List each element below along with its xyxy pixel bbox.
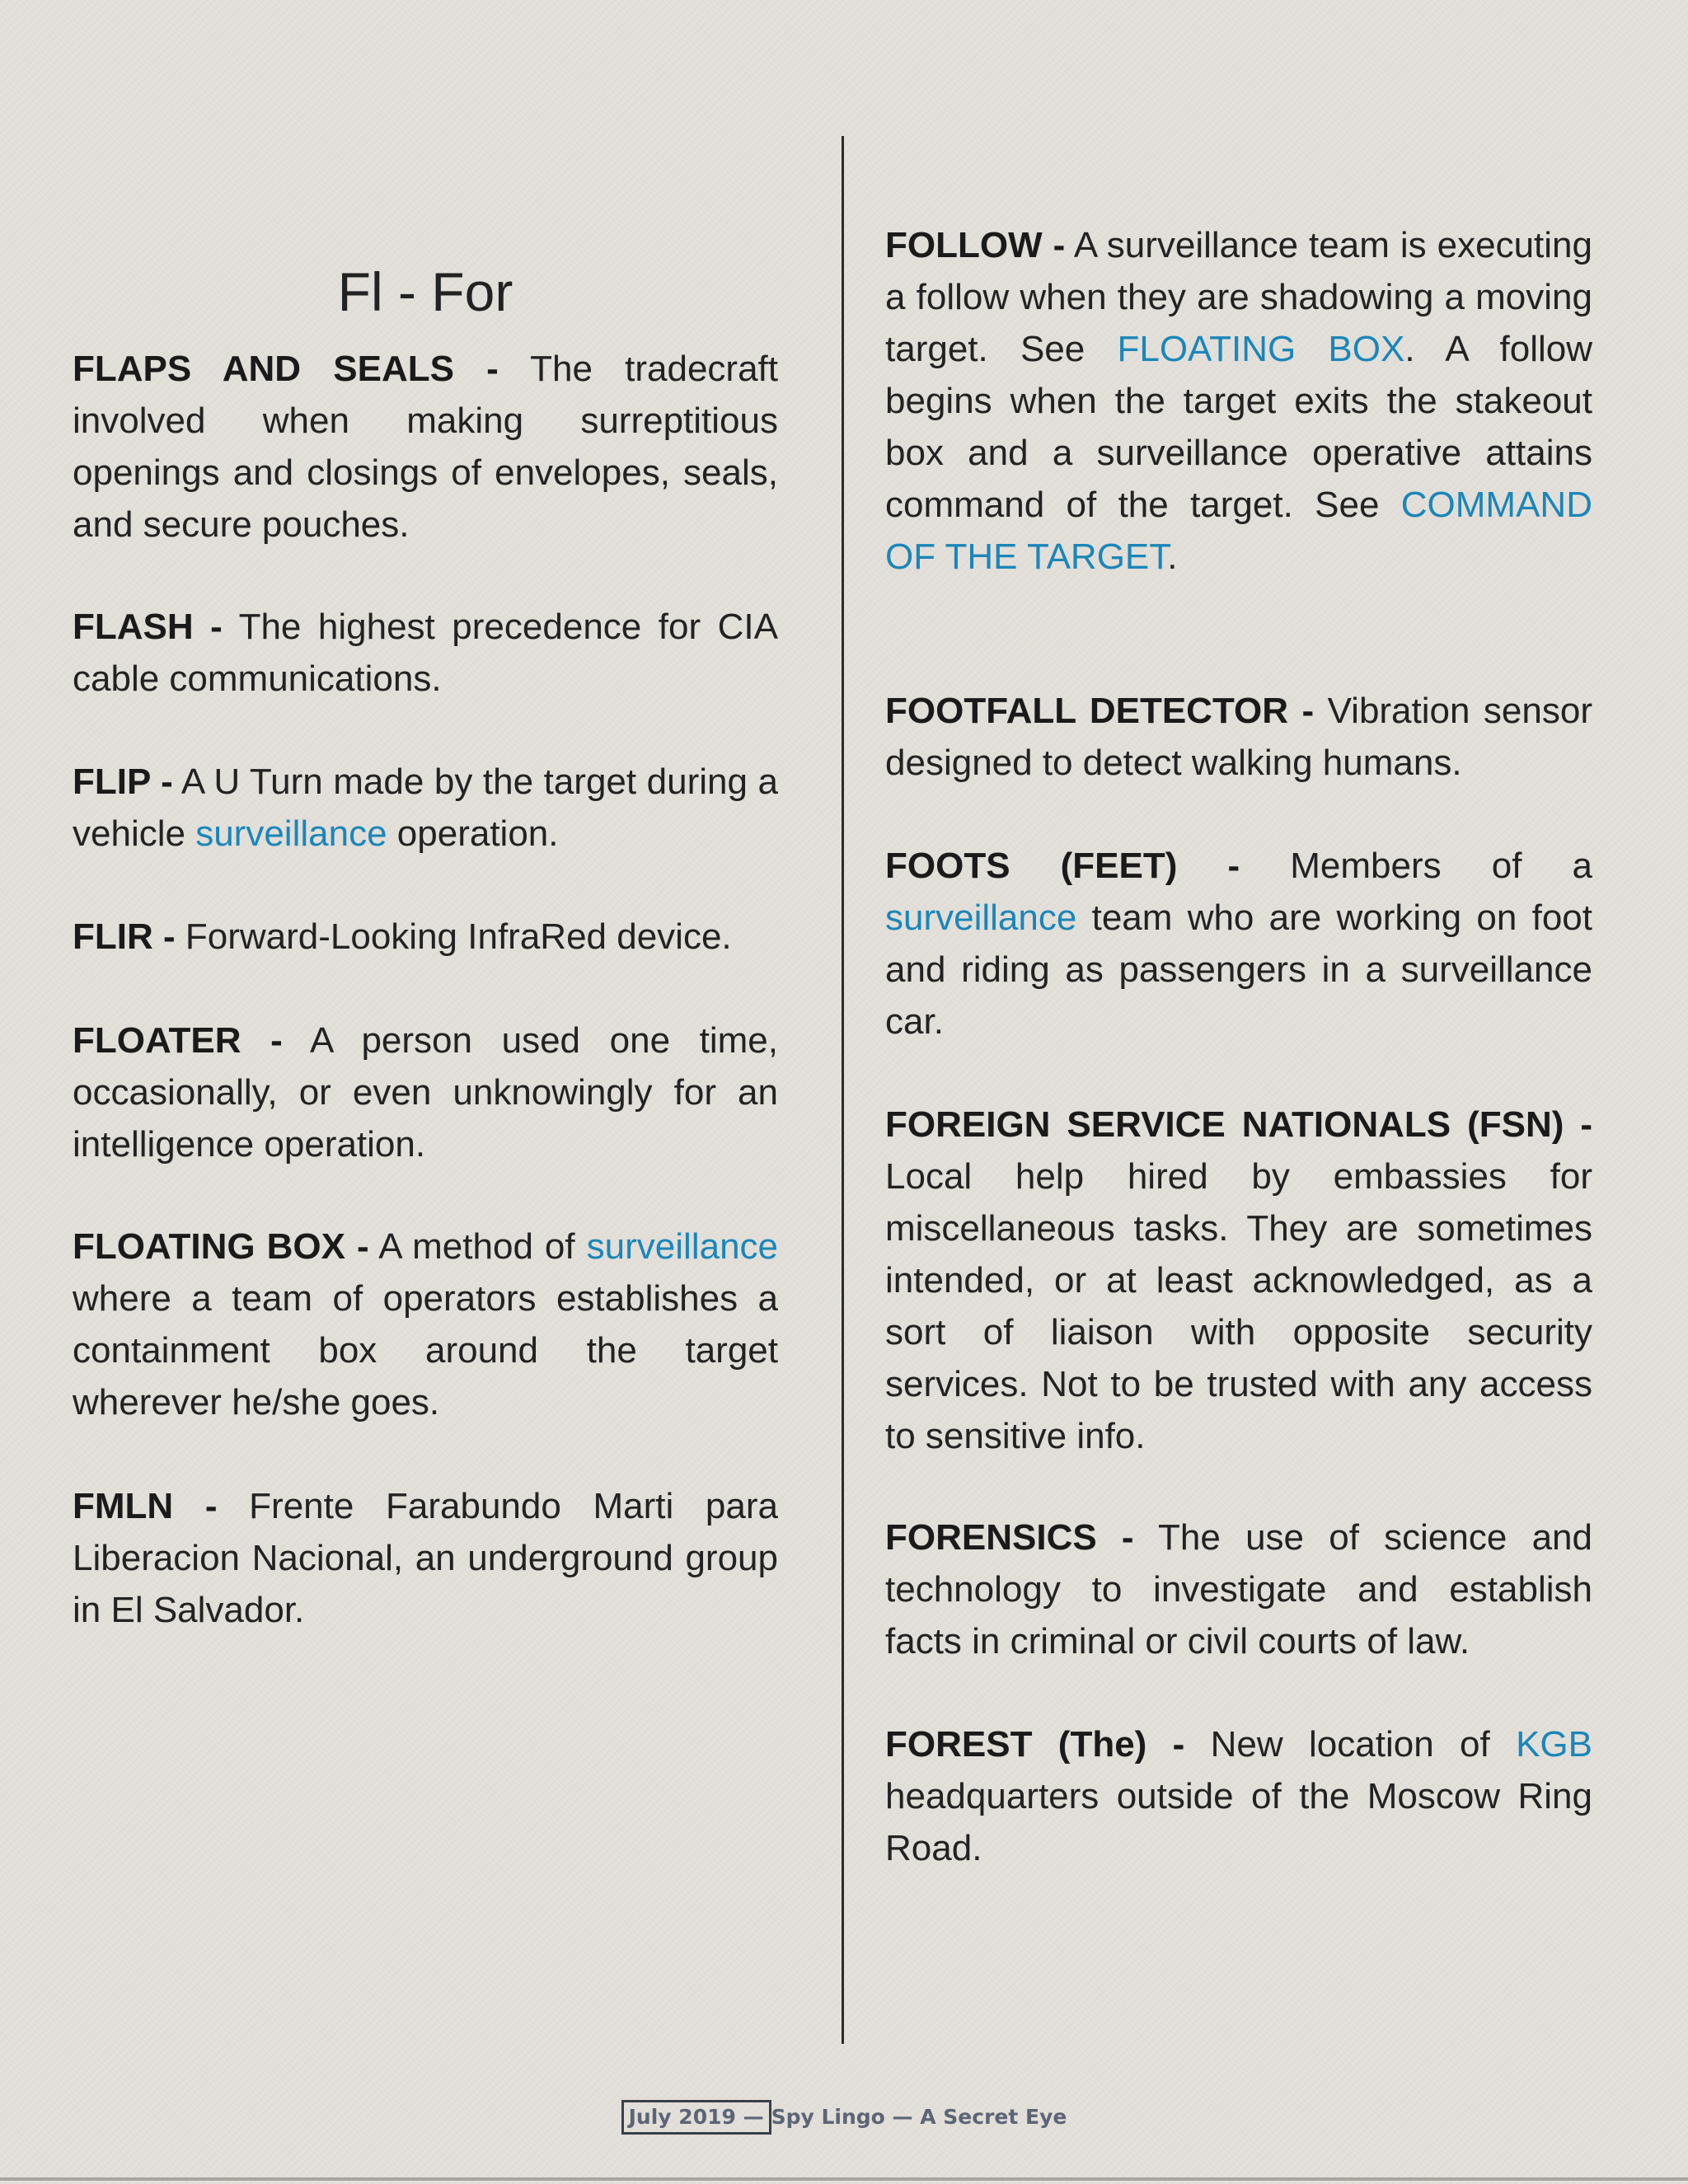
entry-text: New location of — [1210, 1724, 1490, 1765]
entry-text: . A follow begins when the target exits the stakeout box and a surveillance operative attains command of the target. See — [885, 329, 1592, 525]
entry-text: A U Turn made by the target during a vehicle — [73, 762, 778, 854]
kgb-link[interactable]: KGB — [1516, 1724, 1592, 1765]
entry-foots-feet — [885, 840, 1592, 1047]
column-divider — [842, 136, 844, 2044]
entry-term: FLOATING BOX - — [73, 1226, 369, 1267]
entry-term: FLOATER - — [73, 1020, 283, 1061]
entry-text: operation. — [396, 813, 559, 854]
entry-term: FLASH - — [73, 607, 223, 647]
entry-floater — [73, 1015, 778, 1170]
entry-term: FOLLOW - — [885, 225, 1066, 265]
bottom-edge-line — [0, 2177, 1688, 2181]
entry-forest — [885, 1718, 1592, 1874]
entry-text: Local help hired by embassies for miscellaneous tasks. They are sometimes intended, or at least acknowledged, as a sort of liaison with opposite security services. Not to be trusted with any access to sensitive info. — [885, 1156, 1592, 1456]
entry-foreign-service-nationals — [885, 1099, 1592, 1462]
entry-term: FORENSICS - — [885, 1517, 1134, 1558]
entry-term: FLAPS AND SEALS - — [73, 349, 499, 389]
entry-fmln — [73, 1480, 778, 1636]
entry-flash — [73, 601, 778, 705]
entry-text: The use of science and technology to investigate and establish facts in criminal or civil courts of law. — [885, 1517, 1592, 1661]
entry-text: A method of — [378, 1226, 575, 1267]
entry-text: The tradecraft involved when making surreptitious openings and closings of envelopes, seals, and secure pouches. — [73, 349, 778, 545]
entry-text: The highest precedence for CIA cable communications. — [73, 607, 778, 699]
entry-text: A person used one time, occasionally, or even unknowingly for an intelligence operation. — [73, 1020, 778, 1165]
entry-text: headquarters outside of the Moscow Ring Road. — [885, 1776, 1592, 1868]
command-of-the-target-link[interactable]: COMMAND OF THE TARGET — [885, 485, 1592, 577]
footer-publication: Spy Lingo — A Secret Eye — [771, 2105, 1067, 2129]
surveillance-link[interactable]: surveillance — [195, 813, 387, 854]
entry-term: FLIP - — [73, 762, 173, 802]
entry-text: Vibration sensor designed to detect walking humans. — [885, 691, 1592, 783]
section-title: Fl - For — [337, 261, 513, 322]
entry-footfall-detector — [885, 685, 1592, 789]
page-footer — [0, 2100, 1688, 2135]
entry-forensics — [885, 1511, 1592, 1667]
surveillance-link[interactable]: surveillance — [885, 898, 1077, 938]
entry-flir — [73, 911, 778, 963]
entry-term: FMLN - — [73, 1486, 218, 1526]
entry-flaps-and-seals — [73, 343, 778, 551]
entry-term: FLIR - — [73, 916, 176, 957]
entry-text: . — [1167, 537, 1178, 577]
entry-term: FOOTFALL DETECTOR - — [885, 691, 1315, 731]
entry-flip — [73, 756, 778, 860]
footer-date-box: July 2019 — — [621, 2100, 771, 2135]
entry-text: A surveillance team is executing a follow when they are shadowing a moving target. See — [885, 225, 1592, 369]
entry-term: FOREIGN SERVICE NATIONALS (FSN) - — [885, 1104, 1592, 1145]
entry-follow — [885, 219, 1592, 583]
entry-floating-box — [73, 1221, 778, 1428]
entry-term: FOREST (The) - — [885, 1724, 1185, 1765]
entry-text: Members of a — [1290, 846, 1592, 886]
entry-text: Frente Farabundo Marti para Liberacion Nacional, an underground group in El Salvador. — [73, 1486, 778, 1630]
entry-text: team who are working on foot and riding as passengers in a surveillance car. — [885, 898, 1592, 1042]
surveillance-link[interactable]: surveillance — [586, 1226, 779, 1267]
entry-text: where a team of operators establishes a containment box around the target wherever he/she goes. — [73, 1278, 778, 1422]
floating-box-link[interactable]: FLOATING BOX — [1117, 329, 1405, 369]
entry-term: FOOTS (FEET) - — [885, 846, 1240, 886]
entry-text: Forward-Looking InfraRed device. — [185, 916, 732, 957]
